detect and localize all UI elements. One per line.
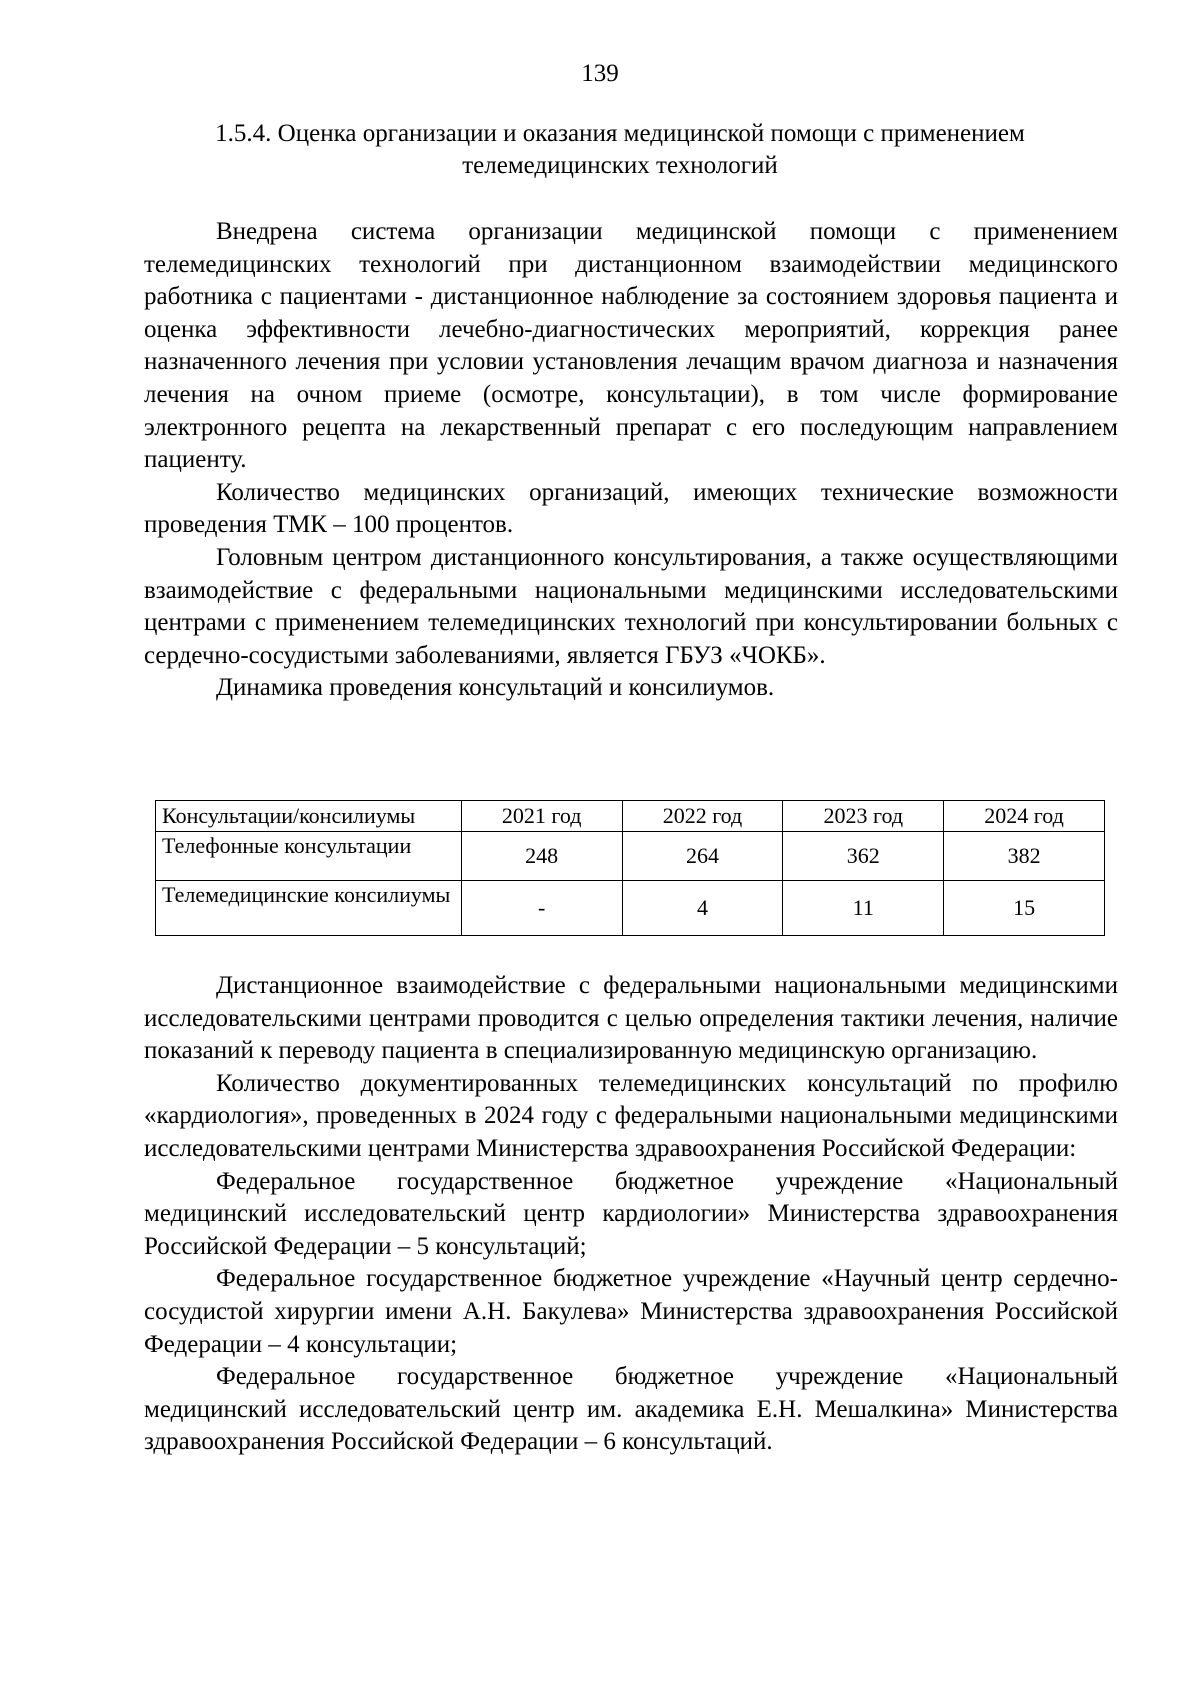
- paragraph: Количество документированных телемедицинских консультаций по профилю «кардиология», проведенных в 2024 году с федеральными национальными медицинскими исследовательскими центрами Министерства здравоохранения Российской Федерации:: [144, 1069, 1118, 1162]
- table-cell: 4: [622, 881, 783, 936]
- table-cell: 362: [783, 832, 944, 881]
- table-cell: 248: [461, 832, 622, 881]
- table-cell: 15: [944, 881, 1105, 936]
- paragraph: Количество медицинских организаций, имеющих технические возможности проведения ТМК – 100 процентов.: [144, 478, 1118, 539]
- section-heading: [130, 118, 1110, 182]
- table-header-cell: Консультации/консилиумы: [156, 801, 462, 832]
- consultations-table: [155, 800, 1105, 936]
- table-header-cell: 2021 год: [461, 801, 622, 832]
- paragraph: Динамика проведения консультаций и консилиумов.: [216, 674, 775, 702]
- page-number: 139: [581, 60, 619, 87]
- paragraph: Федеральное государственное бюджетное учреждение «Национальный медицинский исследовательский центр кардиологии» Министерства здравоохранения Российской Федерации – 5 консультаций;: [144, 1167, 1118, 1260]
- section-heading-line-2: телемедицинских технологий: [462, 152, 778, 179]
- table-cell: 382: [944, 832, 1105, 881]
- paragraph: Федеральное государственное бюджетное учреждение «Научный центр сердечно-сосудистой хирургии имени А.Н. Бакулева» Министерства здравоохранения Российской Федерации – 4 консультации;: [144, 1265, 1118, 1358]
- table-cell: -: [461, 881, 622, 936]
- table-header-row: [156, 801, 1105, 832]
- table-header-cell: 2024 год: [944, 801, 1105, 832]
- table-header-cell: 2022 год: [622, 801, 783, 832]
- paragraph: Головным центром дистанционного консультирования, а также осуществляющими взаимодействие с федеральными национальными медицинскими исследовательскими центрами с применением телемедицинских технологий при консультировании больных с сердечно-сосудистыми заболеваниями, является ГБУЗ «ЧОКБ».: [144, 543, 1118, 669]
- table-row-label: Телемедицинские консилиумы: [156, 881, 462, 936]
- paragraph: Дистанционное взаимодействие с федеральными национальными медицинскими исследовательскими центрами проводится с целью определения тактики лечения, наличие показаний к переводу пациента в специализированную медицинскую организацию.: [144, 972, 1118, 1065]
- paragraph: Федеральное государственное бюджетное учреждение «Национальный медицинский исследовательский центр им. академика Е.Н. Мешалкина» Министерства здравоохранения Российской Федерации – 6 консультаций.: [144, 1363, 1118, 1456]
- body-text-bottom: [144, 970, 1118, 1459]
- table-header-cell: 2023 год: [783, 801, 944, 832]
- table-row: [156, 832, 1105, 881]
- table-cell: 264: [622, 832, 783, 881]
- table-row: [156, 881, 1105, 936]
- body-text-top: [144, 216, 1118, 705]
- paragraph: Внедрена система организации медицинской помощи с применением телемедицинских технологий при дистанционном взаимодействии медицинского работника с пациентами - дистанционное наблюдение за состоянием здоровья пациента и оценка эффективности лечебно-диагностических мероприятий, коррекция ранее назначенного лечения при условии установления лечащим врачом диагноза и назначения лечения на очном приеме (осмотре, консультации), в том числе формирование электронного рецепта на лекарственный препарат с его последующим направлением пациенту.: [144, 218, 1118, 474]
- section-heading-line-1: 1.5.4. Оценка организации и оказания медицинской помощи с применением: [215, 120, 1025, 147]
- table-row-label: Телефонные консультации: [156, 832, 462, 881]
- table-cell: 11: [783, 881, 944, 936]
